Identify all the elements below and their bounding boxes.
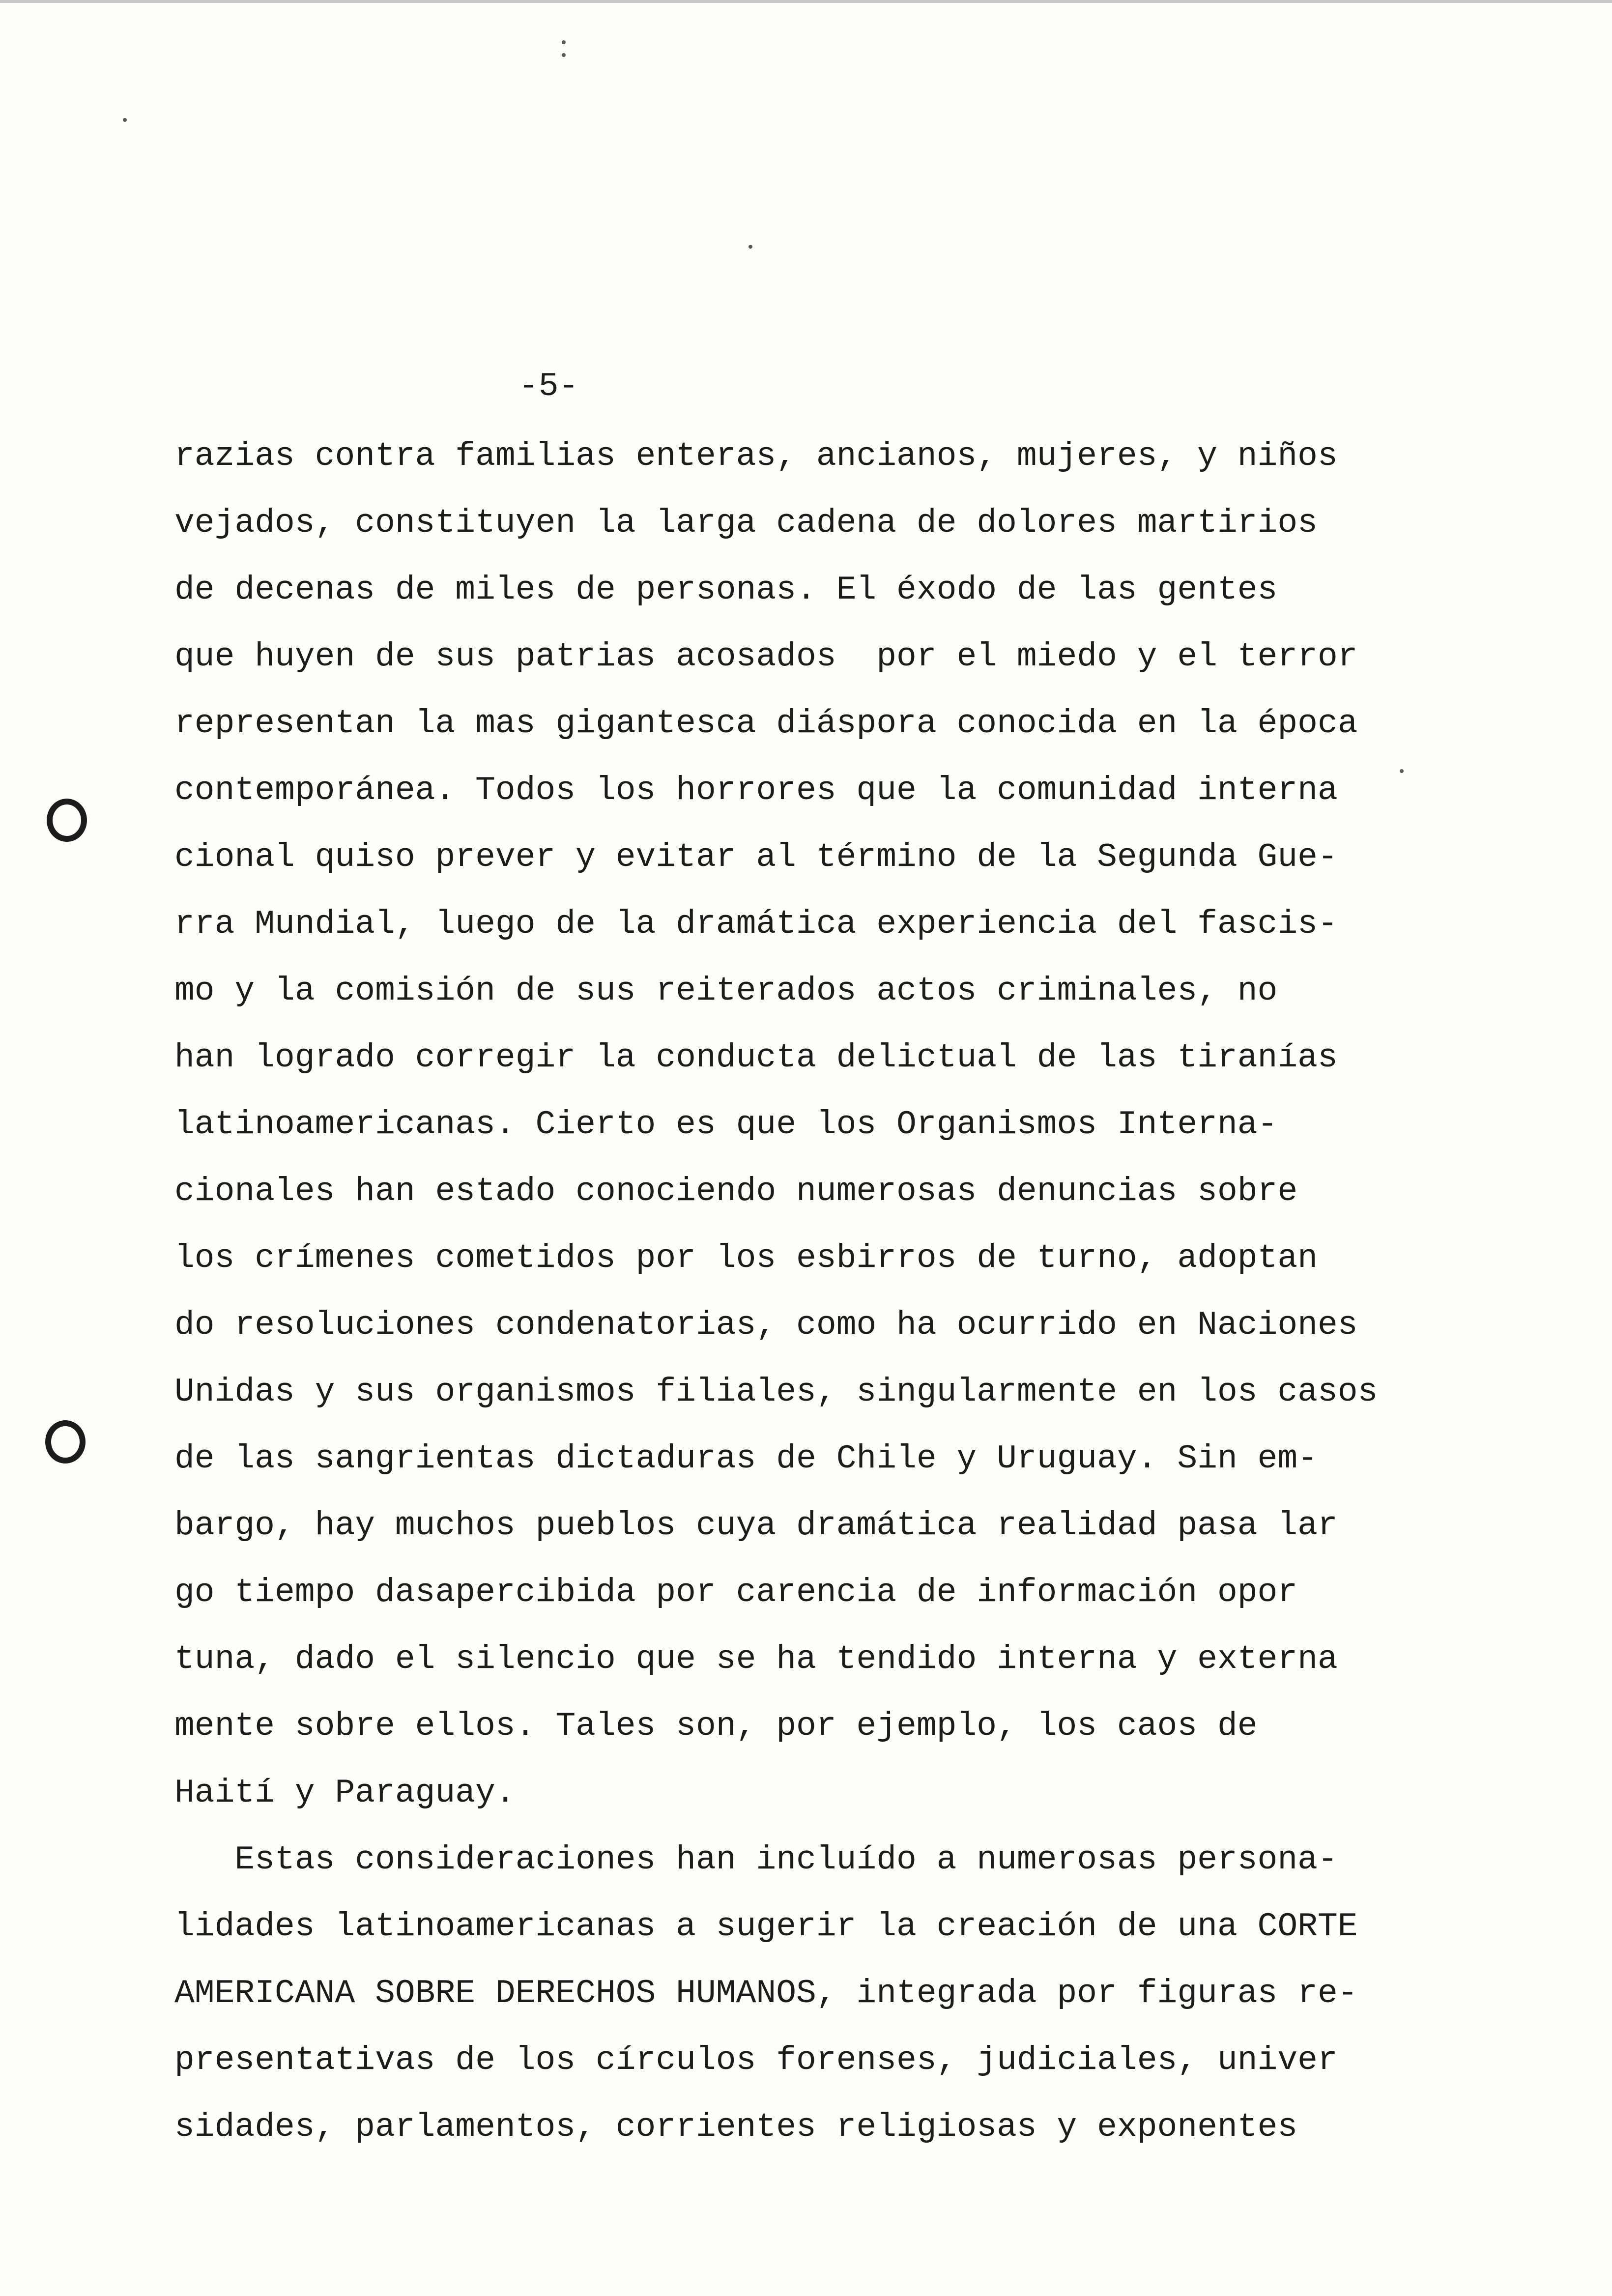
text-line: cional quiso prever y evitar al término de la Segunda Gue- bbox=[174, 838, 1338, 876]
text-line: que huyen de sus patrias acosados por el miedo y el terror bbox=[174, 638, 1358, 676]
punch-hole-lower bbox=[45, 1420, 86, 1464]
text-line: cionales han estado conociendo numerosas denuncias sobre bbox=[174, 1173, 1298, 1210]
text-line: bargo, hay muchos pueblos cuya dramática realidad pasa lar bbox=[174, 1507, 1338, 1545]
text-line: sidades, parlamentos, corrientes religiosas y exponentes bbox=[174, 2108, 1298, 2146]
scan-speck bbox=[562, 53, 566, 57]
text-line: presentativas de los círculos forenses, judiciales, univer bbox=[174, 2041, 1338, 2079]
text-line: Estas consideraciones han incluído a numerosas persona- bbox=[174, 1841, 1338, 1879]
text-line: los crímenes cometidos por los esbirros de turno, adoptan bbox=[174, 1239, 1318, 1277]
text-line: han logrado corregir la conducta delictual de las tiranías bbox=[174, 1039, 1338, 1077]
scan-speck bbox=[123, 118, 127, 122]
text-line: vejados, constituyen la larga cadena de dolores martirios bbox=[174, 504, 1318, 542]
text-line: mente sobre ellos. Tales son, por ejemplo, los caos de bbox=[174, 1707, 1258, 1745]
page-top-edge bbox=[0, 0, 1612, 3]
text-line: rra Mundial, luego de la dramática experiencia del fascis- bbox=[174, 905, 1338, 943]
text-line: lidades latinoamericanas a sugerir la creación de una CORTE bbox=[174, 1908, 1358, 1946]
text-line: latinoamericanas. Cierto es que los Organismos Interna- bbox=[174, 1106, 1278, 1144]
text-line: contemporánea. Todos los horrores que la comunidad interna bbox=[174, 772, 1338, 809]
text-line: Haití y Paraguay. bbox=[174, 1774, 516, 1812]
text-line: representan la mas gigantesca diáspora conocida en la época bbox=[174, 705, 1358, 743]
scan-speck bbox=[562, 40, 566, 44]
text-line: de las sangrientas dictaduras de Chile y Uruguay. Sin em- bbox=[174, 1440, 1318, 1478]
text-line: Unidas y sus organismos filiales, singularmente en los casos bbox=[174, 1373, 1378, 1411]
text-line: go tiempo dasapercibida por carencia de información opor bbox=[174, 1574, 1298, 1611]
text-line: AMERICANA SOBRE DERECHOS HUMANOS, integrada por figuras re- bbox=[174, 1975, 1358, 2012]
text-line: tuna, dado el silencio que se ha tendido interna y externa bbox=[174, 1640, 1338, 1678]
scan-speck bbox=[1400, 769, 1404, 773]
page-number: -5- bbox=[518, 368, 579, 405]
text-line: razias contra familias enteras, ancianos, mujeres, y niños bbox=[174, 437, 1338, 475]
text-line: mo y la comisión de sus reiterados actos criminales, no bbox=[174, 972, 1278, 1010]
text-line: de decenas de miles de personas. El éxodo de las gentes bbox=[174, 571, 1278, 609]
scan-speck bbox=[748, 245, 752, 249]
text-line: do resoluciones condenatorias, como ha ocurrido en Naciones bbox=[174, 1306, 1358, 1344]
punch-hole-upper bbox=[47, 799, 87, 842]
